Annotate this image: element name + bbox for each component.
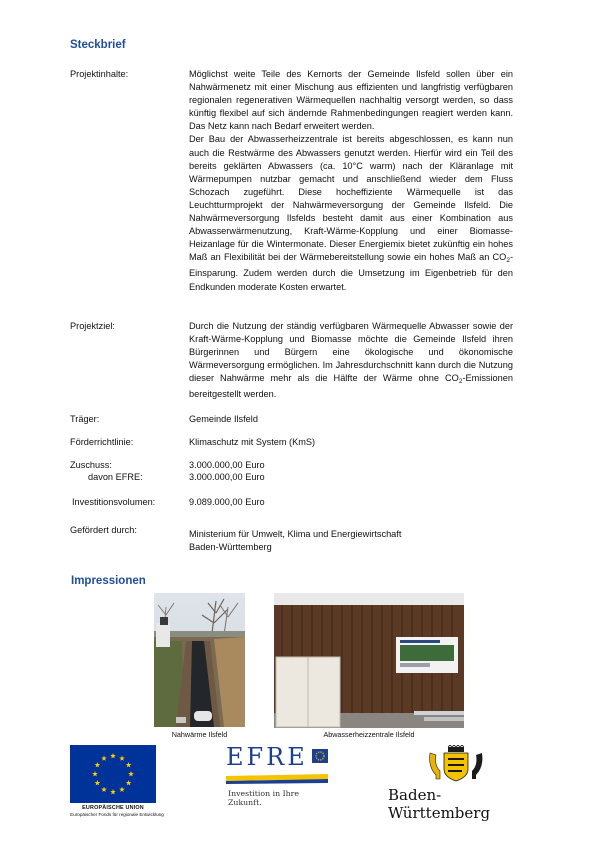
- trench-image: [154, 593, 245, 727]
- projektinhalte-text: [189, 68, 513, 294]
- label-traeger: Träger:: [70, 414, 100, 424]
- eu-union-text: EUROPÄISCHE UNION: [82, 805, 144, 811]
- value-investitionsvolumen: 9.089.000,00 Euro: [189, 497, 265, 507]
- projektinhalte-paragraph-1: Möglichst weite Teile des Kernorts der Gemeinde Ilsfeld sollen über ein Nahwärmenetz mit einer Mischung aus effizienten und langfristig verfügbaren regionalen regenerativen Wärmequellen nachhaltig versorgt werden, so dass künftig flexibel auf sich ändernde Rahmenbedingungen reagiert werden kann. Das Netz kann nach Bedarf erweitert werden.: [189, 69, 513, 132]
- label-investitionsvolumen: Investitionsvolumen:: [72, 497, 156, 507]
- eu-logo: [70, 745, 180, 823]
- efre-logo: [226, 743, 328, 807]
- efre-swoosh-icon: [226, 772, 328, 786]
- bw-coat-of-arms-icon: [426, 745, 486, 783]
- value-foerderrichtlinie: Klimaschutz mit System (KmS): [189, 437, 316, 447]
- bw-wordmark: Baden-Württemberg: [388, 786, 491, 822]
- section-heading-steckbrief: Steckbrief: [70, 39, 126, 51]
- label-davon-efre: davon EFRE:: [88, 472, 143, 482]
- value-traeger: Gemeinde Ilsfeld: [189, 414, 258, 424]
- label-zuschuss: Zuschuss:: [70, 460, 112, 470]
- projektinhalte-paragraph-2: [189, 133, 513, 293]
- value-gefoerdert-line2: Baden-Württemberg: [189, 542, 272, 552]
- photo-abwasserheizzentrale: [274, 593, 464, 728]
- value-gefoerdert-line1: Ministerium für Umwelt, Klima und Energiewirtschaft: [189, 529, 402, 539]
- photo-nahwaerme: [154, 593, 245, 727]
- building-image: [274, 593, 464, 728]
- label-projektziel: Projektziel:: [70, 321, 115, 331]
- co2-subscript: 2: [506, 257, 510, 265]
- co2-subscript: 2: [458, 378, 463, 386]
- projektinhalte-p2-end: -Einsparung. Zudem werden durch die Umsetzung im Eigenbetrieb für den Endkunden moderate Kosten erwartet.: [189, 252, 513, 292]
- eu-flag-icon: [70, 745, 156, 803]
- eu-fund-text: Europäischer Fonds für regionale Entwicklung: [70, 812, 164, 817]
- value-zuschuss: 3.000.000,00 Euro: [189, 460, 265, 470]
- section-heading-impressionen: Impressionen: [71, 575, 146, 587]
- label-gefoerdert-durch: Gefördert durch:: [70, 525, 137, 535]
- projektinhalte-p2-main: Der Bau der Abwasserheizzentrale ist bereits abgeschlossen, es kann nun auch die Restwärme des Abwassers genutzt werden. Hierfür wird ein Teil des bereits geklärten Abwassers (ca. 10°C warm) nach der Kläranlage mit Wärmepumpen nutzbar gemacht und anschließend wieder dem Fluss Schozach zugeführt. Diese hocheffiziente Wärmequelle ist das Leuchtturmprojekt der Nahwärmeversorgung der Gemeinde Ilsfeld. Die Nahwärmeversorgung Ilsfelds besteht damit aus einer Kombination aus Abwasserwärmenutzung, Kraft-Wärme-Kopplung und einer Biomasse-Heizanlage für die Wintermonate. Dieser Energiemix bietet zukünftig ein hohes Maß an Flexibilität bei der Wärmebereitstellung sowie ein hohes Maß an CO: [189, 134, 513, 263]
- efre-tagline: Investition in Ihre Zukunft.: [228, 789, 300, 807]
- label-projektinhalte: Projektinhalte:: [70, 69, 129, 79]
- projektziel-text: [189, 320, 513, 402]
- efre-wordmark: EFRE: [226, 743, 308, 771]
- value-davon-efre: 3.000.000,00 Euro: [189, 472, 265, 482]
- label-foerderrichtlinie: Förderrichtlinie:: [70, 437, 134, 447]
- caption-nahwaerme: Nahwärme Ilsfeld: [171, 730, 228, 739]
- projektziel-main: Durch die Nutzung der ständig verfügbaren Wärmequelle Abwasser sowie der Kraft-Wärme-Kopplung und Biomasse möchte die Gemeinde Ilsfeld ihren Bürgerinnen und Bürgern eine ökologische und ökonomische Wärmeversorgung ermöglichen. Im Jahresdurchschnitt kann durch die Nutzung dieser Nahwärme mehr als die Hälfte der Wärme ohne CO: [189, 321, 513, 384]
- bw-logo: [388, 745, 528, 822]
- caption-abwasserheizzentrale: Abwasserheizzentrale Ilsfeld: [323, 730, 415, 739]
- projektziel-end: -Emissionen bereitgestellt werden.: [189, 373, 513, 400]
- efre-eu-mini-flag-icon: [312, 749, 328, 765]
